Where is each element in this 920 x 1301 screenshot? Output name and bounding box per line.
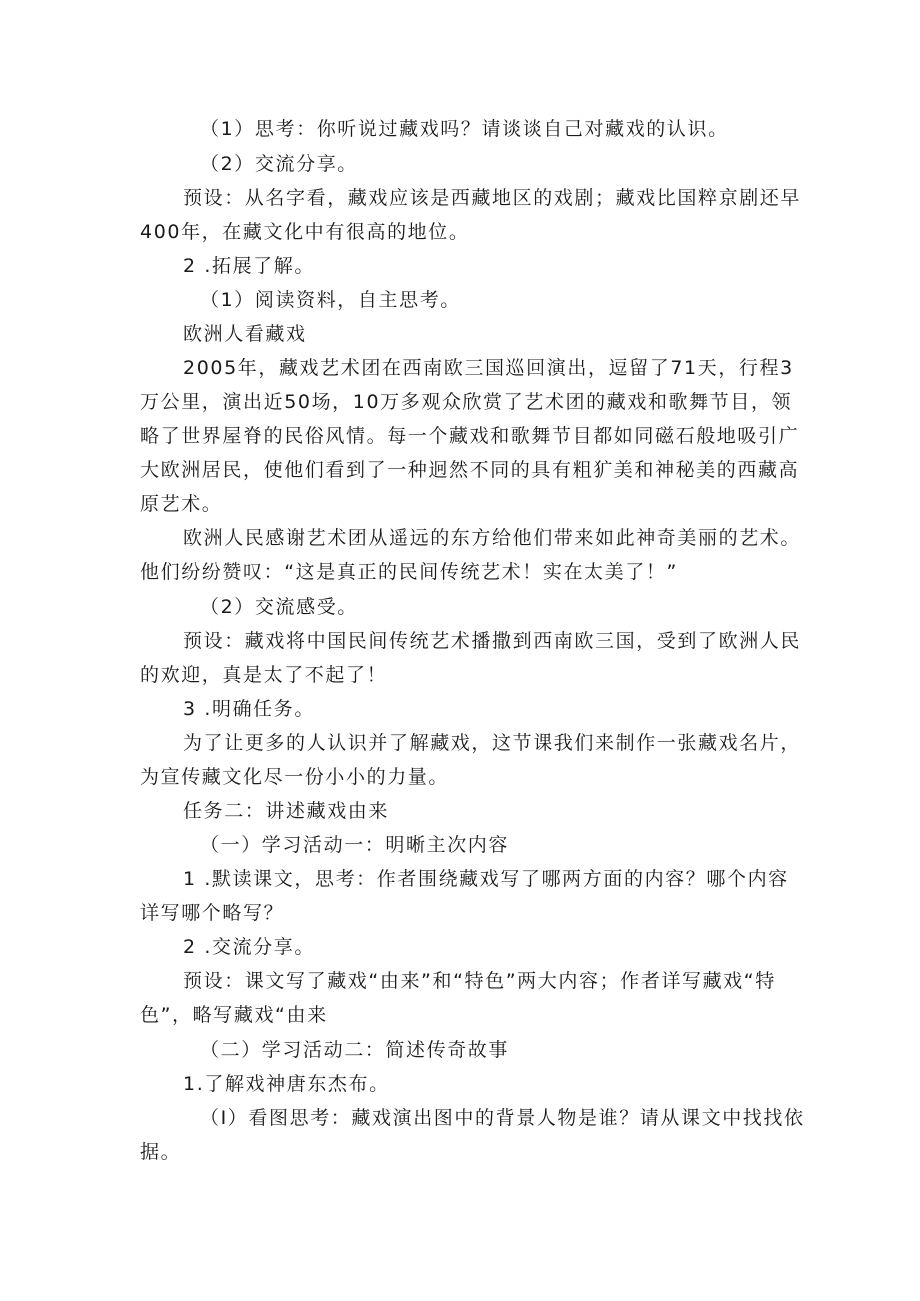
text-line: 原艺术。	[140, 493, 223, 515]
text-line: 色”，略写藏戏“由来	[140, 1004, 328, 1026]
text-line: （I）看图思考：藏戏演出图中的背景人物是谁？请从课文中找找依	[200, 1107, 805, 1129]
text-line: （1）思考：你听说过藏戏吗？请谈谈自己对藏戏的认识。	[200, 118, 729, 140]
text-line: （二）学习活动二：简述传奇故事	[200, 1039, 510, 1061]
text-line: （1）阅读资料，自主思考。	[200, 289, 461, 311]
text-line: 400年，在藏文化中有很高的地位。	[140, 221, 470, 243]
text-line: 1.了解戏神唐东杰布。	[183, 1073, 390, 1095]
text-line: 为宣传藏文化尽一份小小的力量。	[140, 766, 450, 788]
text-line: 据。	[140, 1141, 182, 1163]
text-line: 欧洲人民感谢艺术团从遥远的东方给他们带来如此神奇美丽的艺术。	[183, 527, 802, 549]
text-line: 2 .交流分享。	[183, 936, 315, 958]
text-line: 的欢迎，真是太了不起了！	[140, 664, 388, 686]
text-line: （2）交流分享。	[200, 153, 358, 175]
text-line: 1 .默读课文，思考：作者围绕藏戏写了哪两方面的内容？哪个内容	[183, 868, 789, 890]
text-line: 他们纷纷赞叹：“这是真正的民间传统艺术！实在太美了！”	[140, 561, 678, 583]
text-line: （2）交流感受。	[200, 596, 358, 618]
text-line: 大欧洲居民，使他们看到了一种迥然不同的具有粗犷美和神秘美的西藏高	[140, 459, 800, 481]
text-line: 预设：藏戏将中国民间传统艺术播撒到西南欧三国，受到了欧洲人民	[183, 630, 802, 652]
text-line: （一）学习活动一：明晰主次内容	[200, 834, 510, 856]
text-line: 为了让更多的人认识并了解藏戏，这节课我们来制作一张藏戏名片，	[183, 732, 802, 754]
text-line: 欧洲人看藏戏	[183, 323, 307, 345]
text-line: 预设：从名字看，藏戏应该是西藏地区的戏剧；藏戏比国粹京剧还早	[183, 187, 802, 209]
text-line: 万公里，演出近50场，10万多观众欣赏了艺术团的藏戏和歌舞节目，领	[140, 391, 793, 413]
text-line: 任务二：讲述藏戏由来	[183, 800, 390, 822]
text-line: 略了世界屋脊的民俗风情。每一个藏戏和歌舞节目都如同磁石般地吸引广	[140, 425, 800, 447]
text-line: 2005年，藏戏艺术团在西南欧三国巡回演出，逗留了71天，行程3	[183, 357, 794, 379]
text-line: 详写哪个略写？	[140, 902, 285, 924]
text-line: 3 .明确任务。	[183, 698, 315, 720]
text-line: 2 .拓展了解。	[183, 255, 315, 277]
text-line: 预设：课文写了藏戏“由来”和“特色”两大内容；作者详写藏戏“特	[183, 970, 776, 992]
